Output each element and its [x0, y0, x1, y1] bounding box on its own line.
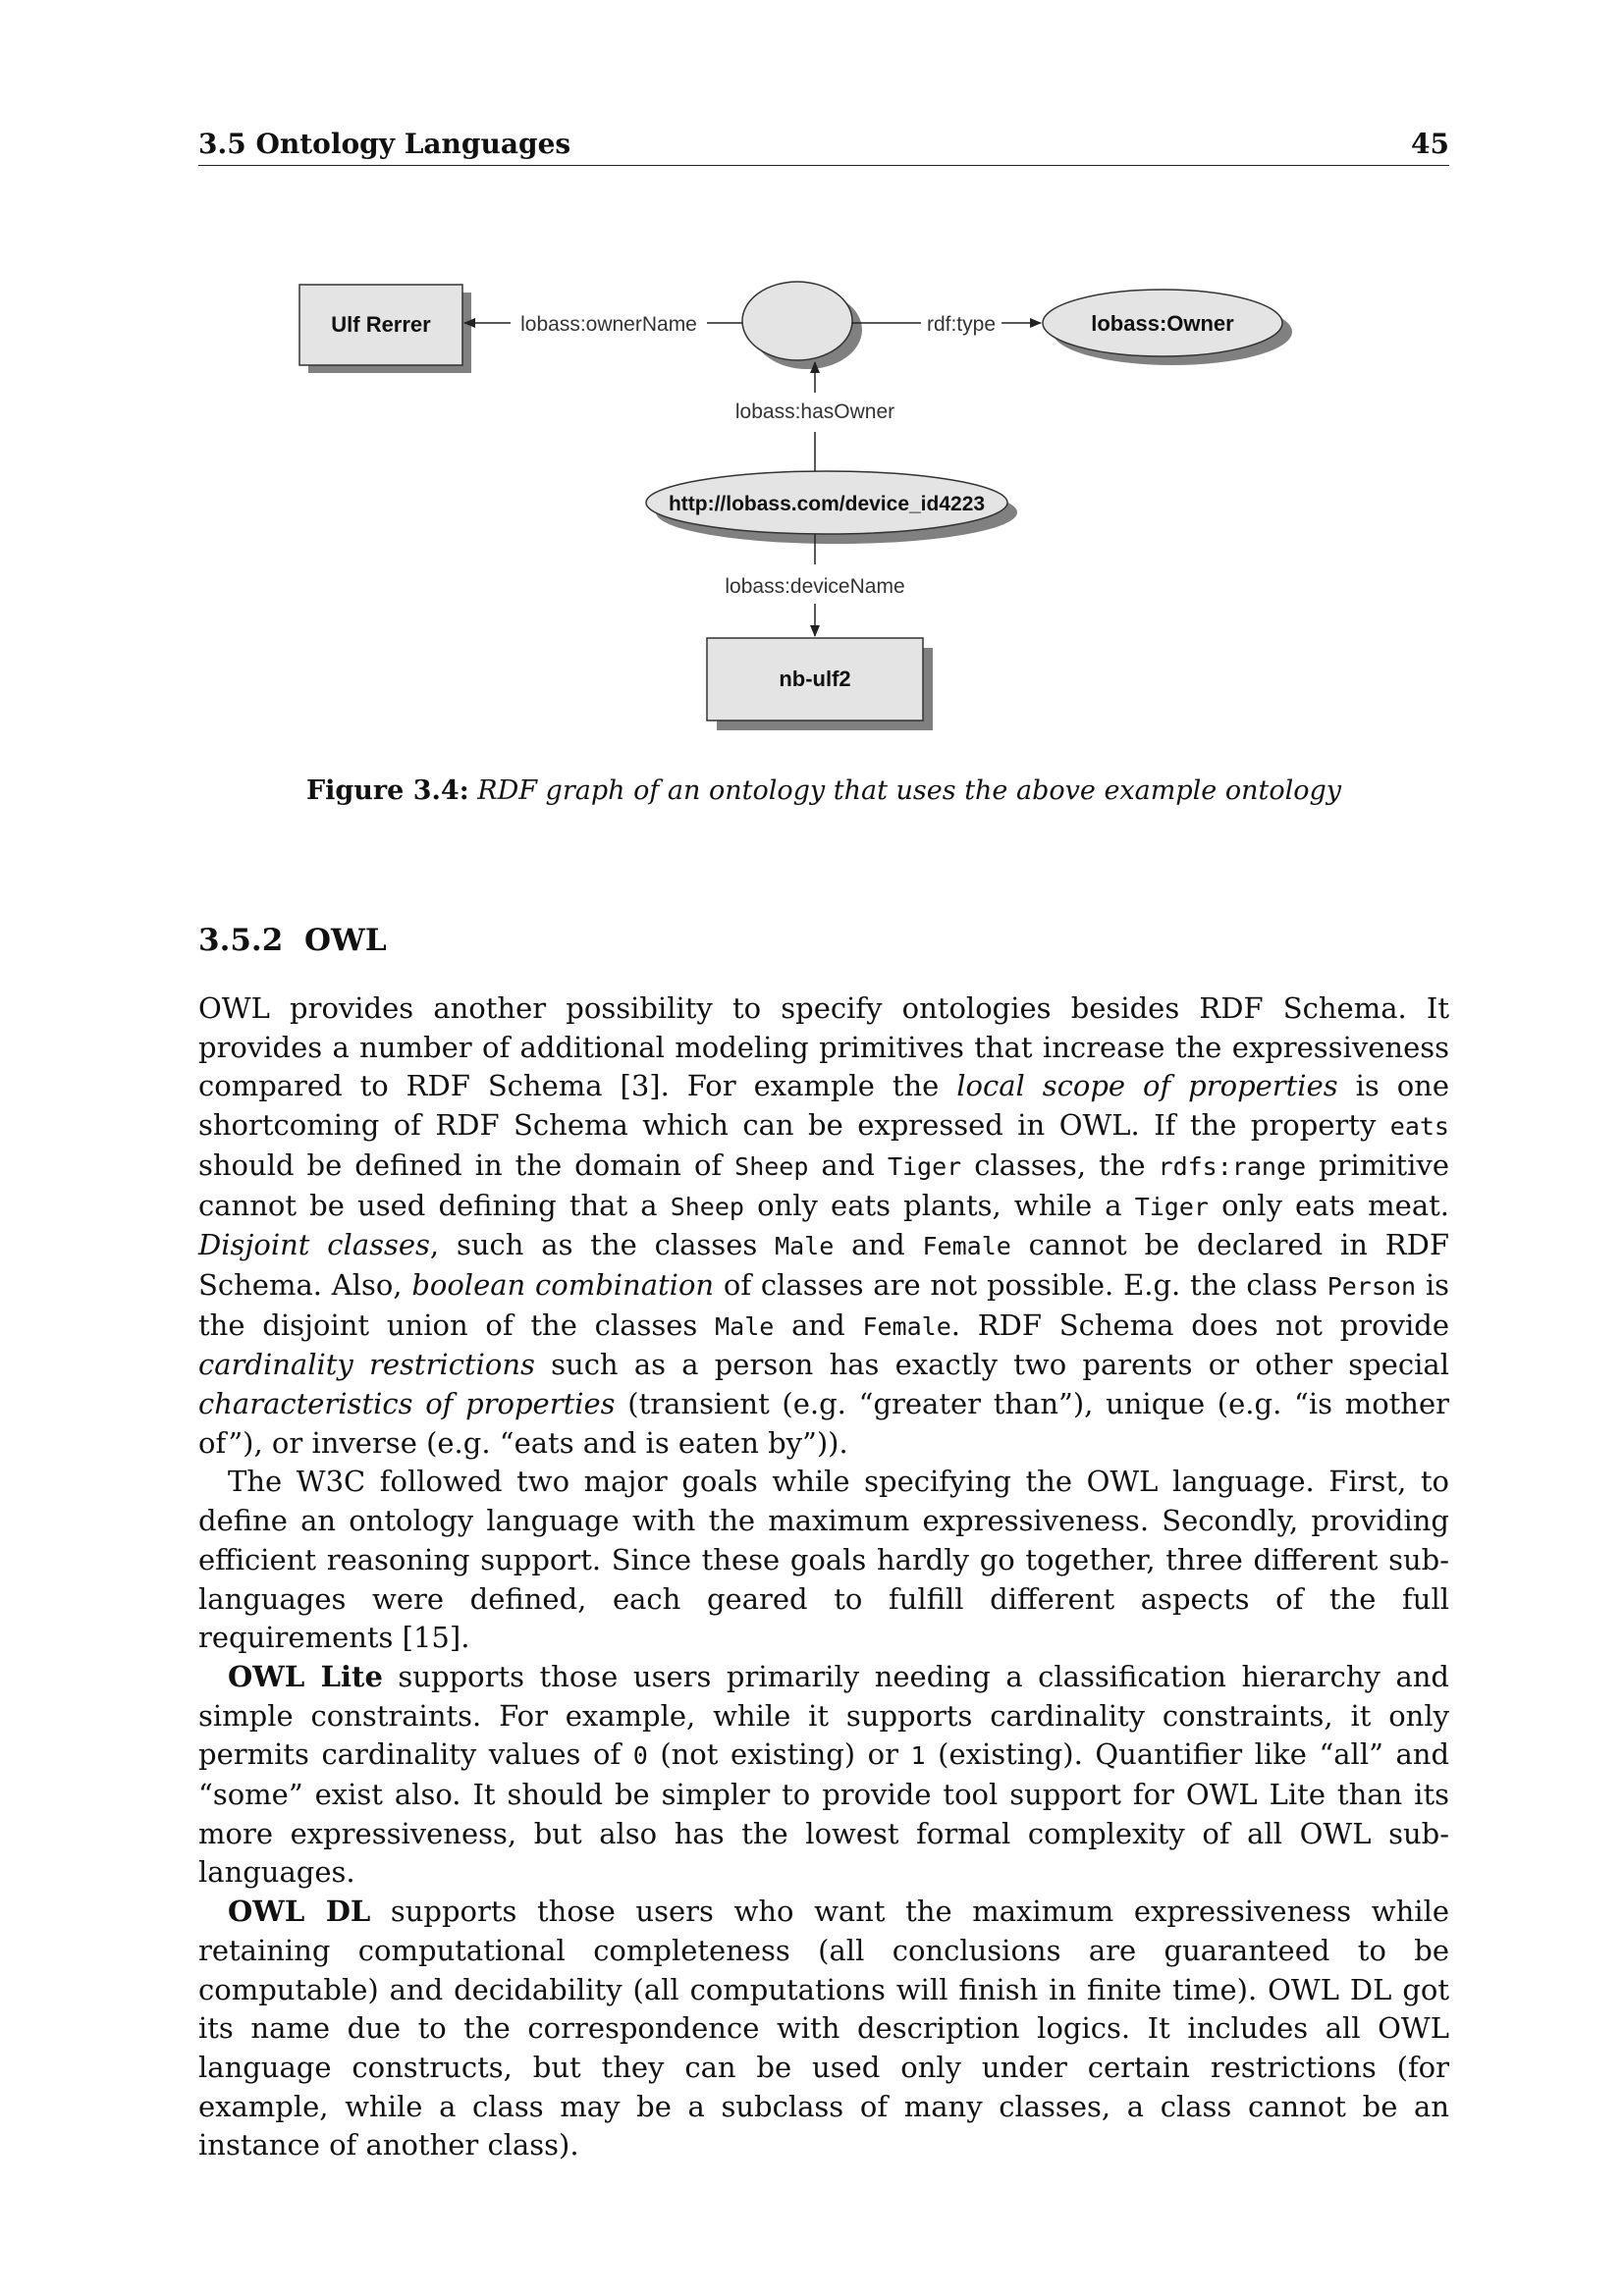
section-title: OWL: [304, 923, 387, 958]
edge-type: [852, 313, 1041, 336]
node-person-label: Ulf Rerrer: [331, 312, 431, 337]
edge-device-name: [725, 534, 904, 636]
section-heading: [198, 923, 387, 958]
paragraph-owl-dl: OWL DL supports those users who want the maximum expressiveness while retaining computational completeness (all conclusions are guaranteed to be computable) and decidability (all computations will finish in finite time). OWL DL got its name due to the correspondence with description logics. It includes all OWL language constructs, but they can be used only under certain restrictions (for example, while a class may be a subclass of many classes, a class cannot be an instance of another class).: [198, 1895, 1450, 2163]
edge-owner-name: [464, 313, 742, 336]
paragraph-2: The W3C followed two major goals while specifying the OWL language. First, to define an ontology language with the maximum expressiveness. Secondly, providing efficient reasoning support. Since these goals hardly go together, three different sub-languages were defined, each geared to fulfill different aspects of the full requirements [15].: [198, 1465, 1449, 1655]
node-person: [299, 285, 462, 365]
node-device-uri: [646, 471, 1007, 534]
figure-caption-label: Figure 3.4:: [305, 775, 469, 806]
paragraph-1: OWL provides another possibility to specify ontologies besides RDF Schema. It provides a number of additional modeling primitives that increase the expressiveness compared to RDF Schema [3]. For example the local scope of properties is one shortcoming of RDF Schema which can be expressed in OWL. If the property eats should be defined in the domain of Sheep and Tiger classes, the rdfs:range primitive cannot be used defining that a Sheep only eats plants, while a Tiger only eats meat. Disjoint classes, such as the classes Male and Female cannot be declared in RDF Schema. Also, boolean combination of classes are not possible. E.g. the class Person is the disjoint union of the classes Male and Female. RDF Schema does not provide cardinality restrictions such as a person has exactly two parents or other special characteristics of properties (transient (e.g. “greater than”), unique (e.g. “is mother of”), or inverse (e.g. “eats and is eaten by”)).: [198, 991, 1450, 1460]
edge-type-label: rdf:type: [926, 313, 997, 336]
running-head-section: 3.5 Ontology Languages: [198, 128, 571, 160]
section-number: 3.5.2: [198, 923, 284, 958]
edge-has-owner: [735, 362, 894, 471]
rdf-graph-figure: [0, 0, 1624, 785]
body-text: [198, 989, 1449, 2165]
figure-caption-text: RDF graph of an ontology that uses the above example ontology: [477, 775, 1342, 806]
node-owner-class: [1043, 290, 1282, 356]
page-number: 45: [1411, 128, 1449, 160]
node-device-name-label: nb-ulf2: [779, 667, 851, 691]
edge-device-name-label: lobass:deviceName: [725, 575, 905, 598]
figure-caption: [198, 775, 1449, 806]
edge-owner-name-label: lobass:ownerName: [520, 313, 697, 336]
edge-has-owner-label: lobass:hasOwner: [734, 400, 895, 423]
node-blank: [742, 282, 852, 360]
node-device-uri-label: http://lobass.com/device_id4223: [668, 493, 986, 515]
node-device-name: [707, 638, 923, 721]
paragraph-owl-lite: OWL Lite supports those users primarily needing a classification hierarchy and simple constraints. For example, while it supports cardinality constraints, it only permits cardinality values of 0 (not existing) or 1 (existing). Quantifier like “all” and “some” exist also. It should be simpler to provide tool support for OWL Lite than its more expressiveness, but also has the lowest formal complexity of all OWL sub-languages.: [198, 1659, 1450, 1890]
node-owner-class-label: lobass:Owner: [1091, 311, 1234, 336]
